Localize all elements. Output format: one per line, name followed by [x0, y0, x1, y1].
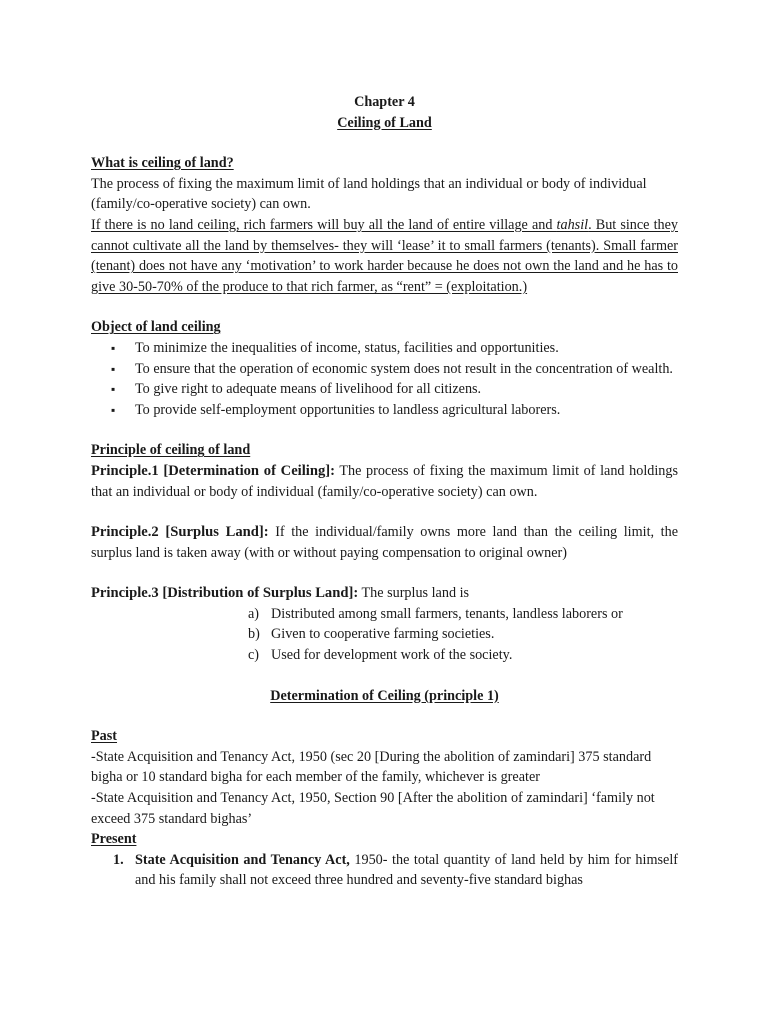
- principle-3: [91, 583, 678, 604]
- object-list: [91, 338, 678, 420]
- determination-heading: Determination of Ceiling (principle 1): [270, 687, 499, 704]
- list-item-text: Used for development work of the society.: [271, 647, 513, 664]
- what-is-heading: What is ceiling of land?: [91, 155, 234, 172]
- principle-2: [91, 522, 678, 563]
- past-heading: Past: [91, 728, 118, 745]
- principle-1-text: The process of fixing the maximum limit of land holdings that an individual or body of individual (family/co-operative society) can own.: [91, 462, 679, 500]
- explanation-part-2: . But since they cannot cultivate all the land by themselves- they will ‘lease’ it to small farmers (tenants). Small farmer (tenant) does not have any ‘motivation’ to work harder because he does not own the land and he has to give 30-50-70% of the produce to that rich farmer, as “rent” = (exploitation.): [91, 216, 679, 295]
- present-heading: Present: [91, 831, 137, 848]
- list-item: ▪ To ensure that the operation of economic system does not result in the concentration of wealth.: [91, 359, 678, 380]
- principle-2-label: Principle.2 [Surplus Land]:: [91, 524, 269, 541]
- list-item: ▪ To give right to adequate means of livelihood for all citizens.: [91, 379, 678, 400]
- list-marker: c): [248, 647, 260, 664]
- present-item-text: 1950- the total quantity of land held by him for himself and his family shall not exceed three hundred and seventy-five standard bighas: [135, 851, 678, 889]
- list-item: [91, 604, 678, 625]
- definition-text: The process of fixing the maximum limit of land holdings that an individual or body of individual (family/co-operative society) can own.: [91, 175, 647, 213]
- principle-3-text: The surplus land is: [358, 585, 470, 602]
- chapter-number: Chapter 4: [354, 94, 415, 110]
- list-item: [91, 624, 678, 645]
- present-item-1: [91, 850, 678, 891]
- document-page: [91, 92, 678, 891]
- present-item-label: State Acquisition and Tenancy Act,: [135, 851, 350, 868]
- principle-1: [91, 461, 678, 502]
- list-item: ▪ To minimize the inequalities of income, status, facilities and opportunities.: [91, 338, 678, 359]
- principle-heading: Principle of ceiling of land: [91, 442, 251, 459]
- principle-1-label: Principle.1 [Determination of Ceiling]:: [91, 462, 335, 479]
- list-marker: a): [248, 605, 260, 622]
- explanation-text: [91, 215, 678, 297]
- list-item: ▪ To provide self-employment opportunities to landless agricultural laborers.: [91, 400, 678, 421]
- list-item: [91, 645, 678, 666]
- principle-2-text: If the individual/family owns more land than the ceiling limit, the surplus land is taken away (with or without paying compensation to original owner): [91, 524, 678, 561]
- principle-3-label: Principle.3 [Distribution of Surplus Land]:: [91, 585, 359, 602]
- explanation-tahsil: tahsil: [556, 216, 589, 233]
- present-item-number: 1.: [113, 851, 124, 868]
- explanation-part-1: If there is no land ceiling, rich farmers will buy all the land of entire village and: [91, 216, 557, 233]
- list-marker: b): [248, 626, 260, 643]
- past-item-2: -State Acquisition and Tenancy Act, 1950, Section 90 [After the abolition of zamindari] ‘family not exceed 375 standard bighas’: [91, 790, 655, 827]
- list-item-text: Distributed among small farmers, tenants, landless laborers or: [271, 605, 623, 622]
- past-item-1: -State Acquisition and Tenancy Act, 1950 (sec 20 [During the abolition of zamindari] 375 standard bigha or 10 standard bigha for each member of the family, whichever is greater: [91, 748, 652, 786]
- object-heading: Object of land ceiling: [91, 319, 221, 336]
- chapter-title: Ceiling of Land: [337, 114, 432, 131]
- list-item-text: Given to cooperative farming societies.: [271, 626, 495, 643]
- principle-3-list: [91, 604, 678, 666]
